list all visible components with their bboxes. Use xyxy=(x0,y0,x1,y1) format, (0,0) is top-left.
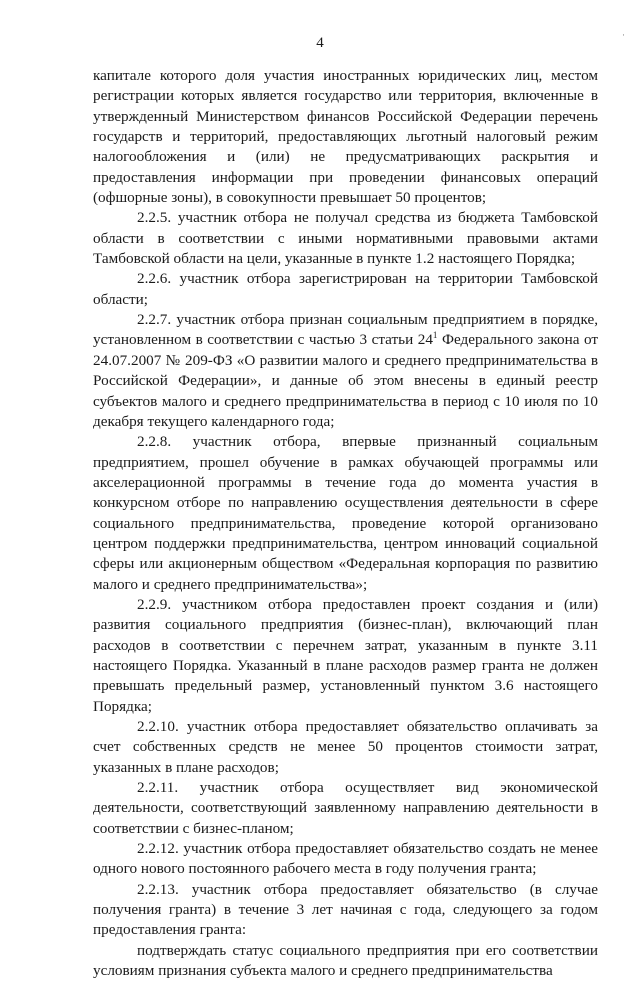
paragraph-2-2-7 xyxy=(93,310,598,432)
paragraph-2-2-9: 2.2.9. участником отбора предоставлен проект создания и (или) развития социального предприятия (бизнес-план), включающий план расходов в соответствии с перечнем затрат, указанным в пункте 3.11 настоящего Порядка. Указанный в плане расходов размер гранта не должен превышать предельный размер, установленный пунктом 3.6 настоящего Порядка; xyxy=(93,595,598,715)
paragraph-2-2-12: 2.2.12. участник отбора предоставляет обязательство создать не менее одного нового постоянного рабочего места в году получения гранта; xyxy=(93,840,598,878)
paragraph-confirm-status: подтверждать статус социального предприятия при его соответствии условиям признания субъекта малого и среднего предпринимательства xyxy=(93,941,598,980)
paragraph-2-2-6: 2.2.6. участник отбора зарегистрирован на территории Тамбовской области; xyxy=(93,270,598,308)
paragraph-2-2-5: 2.2.5. участник отбора не получал средства из бюджета Тамбовской области в соответствии с иными нормативными правовыми актами Тамбовской области на цели, указанные в пункте 1.2 настоящего Порядка; xyxy=(93,209,598,268)
page-number: 4 xyxy=(316,35,324,51)
paragraph-2-2-11: 2.2.11. участник отбора осуществляет вид экономической деятельности, соответствующий заявленному направлению деятельности в соответствии с бизнес-планом; xyxy=(93,779,598,837)
paragraph-2-2-7-part-2: Федерального закона от 24.07.2007 № 209-ФЗ «О развитии малого и среднего предпринимательства в Российской Федерации», и данные об этом внесены в единый реестр субъектов малого и среднего предпринимательства в период с 10 июля по 10 декабря текущего календарного года; xyxy=(93,331,598,430)
paragraph-continuation: капитале которого доля участия иностранных юридических лиц, местом регистрации которых является государство или территория, включенные в утвержденный Министерством финансов Российской Федерации перечень государств и территорий, предоставляющих льготный налоговый режим налогообложения и (или) не предусматривающих раскрытия и предоставления информации при проведении финансовых операций (офшорные зоны), в совокупности превышает 50 процентов; xyxy=(93,67,598,207)
document-body xyxy=(93,66,598,981)
paragraph-2-2-7-part-1: 2.2.7. участник отбора признан социальным предприятием в порядке, установленном в соответствии с частью 3 статьи 24 xyxy=(93,311,598,349)
scan-mark: · xyxy=(622,30,625,40)
paragraph-2-2-13: 2.2.13. участник отбора предоставляет обязательство (в случае получения гранта) в течение 3 лет начиная с года, следующего за годом предоставления гранта: xyxy=(93,880,598,939)
article-superscript: 1 xyxy=(432,330,438,341)
paragraph-2-2-10: 2.2.10. участник отбора предоставляет обязательство оплачивать за счет собственных средств не менее 50 процентов стоимости затрат, указанных в плане расходов; xyxy=(93,718,598,776)
paragraph-2-2-8: 2.2.8. участник отбора, впервые признанный социальным предприятием, прошел обучение в рамках обучающей программы или акселерационной программы в течение года до момента участия в конкурсном отборе по направлению осуществления деятельности в сфере социального предпринимательства, проведение которой организовано центром поддержки предпринимательства, центром инноваций социальной сферы или акционерным обществом «Федеральная корпорация по развитию малого и среднего предпринимательства»; xyxy=(93,433,598,593)
